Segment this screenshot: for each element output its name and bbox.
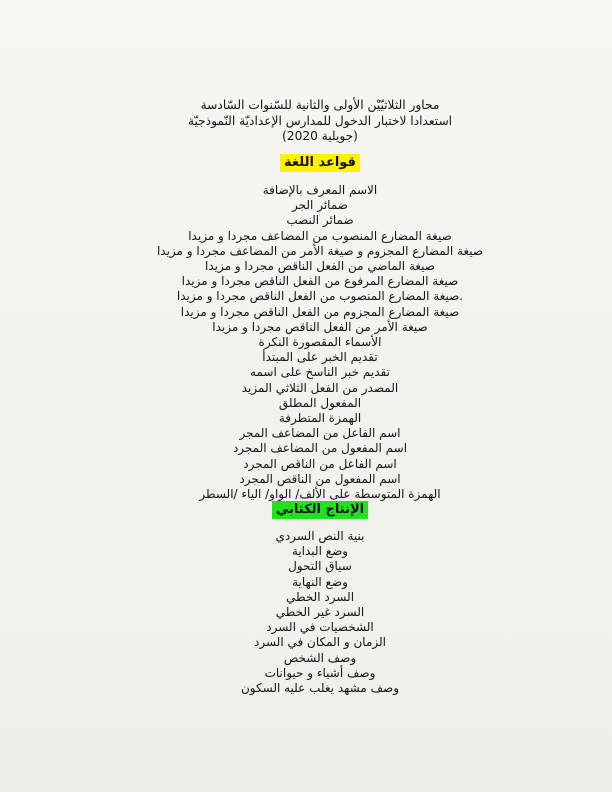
list-item: بنية النص السردي — [275, 529, 365, 543]
list-item: المفعول المطلق — [278, 395, 362, 410]
section-title-grammar-text: قواعد اللغة — [280, 154, 360, 172]
list-item: السرد الخطي — [285, 589, 355, 604]
grammar-topics-list — [140, 183, 500, 502]
list-item: وصف مشهد يغلب عليه السكون — [240, 681, 400, 696]
section-title-writing — [150, 502, 490, 518]
list-item: اسم الفاعل من الناقص المجرد — [243, 456, 397, 471]
list-item: تقديم الخبر على المبتدأ — [262, 350, 378, 365]
list-item: .صيغة المضارع المنصوب من الفعل الناقص مجردا و مزيدا — [176, 289, 464, 304]
writing-topics-list — [140, 529, 500, 696]
section-title-grammar — [150, 155, 490, 171]
list-item: وضع البداية — [291, 544, 349, 559]
document-header — [150, 98, 490, 145]
list-item: المصدر من الفعل الثلاثي المزيد — [241, 380, 399, 395]
list-item: اسم الفاعل من المضاعف المجر — [239, 426, 401, 441]
list-item: تقديم خبر الناسخ على اسمه — [250, 365, 390, 380]
list-item: صيغة المضارع المرفوع من الفعل الناقص مجردا و مزيدا — [181, 274, 459, 289]
list-item: اسم المفعول من المضاعف المجرد — [232, 441, 408, 456]
list-item: وضع النهاية — [292, 574, 348, 589]
list-item: الهمزة المتوسطة على الألف/ الواو/ الياء /السطر — [199, 487, 441, 502]
list-item: الأسماء المقصورة النكرة — [258, 335, 382, 350]
list-item: الشخصيات في السرد — [266, 620, 374, 635]
list-item: الزمان و المكان في السرد — [254, 635, 386, 650]
header-line-2: استعدادا لاختبار الدخول للمدارس الإعداديّة النّموذجيّة — [187, 113, 453, 128]
list-item: وصف الشخص — [283, 650, 357, 665]
list-item: السرد غير الخطي — [275, 605, 365, 620]
list-item: سياق التحول — [288, 559, 352, 574]
list-item: وصف أشياء و حيوانات — [264, 665, 376, 680]
list-item: الاسم المعرف بالإضافة — [262, 183, 378, 197]
list-item: صيغة الماضي من الفعل الناقص مجردا و مزيدا — [204, 259, 435, 274]
section-title-writing-text: الإنتاج الكتابي — [272, 501, 368, 519]
list-item: صيغة المضارع المجزوم من الفعل الناقص مجردا و مزيدا — [180, 304, 460, 319]
list-item: اسم المفعول من الناقص المجرد — [239, 471, 401, 486]
list-item: صيغة المضارع المجزوم و صيغة الأمر من المضاعف مجردا و مزيدا — [156, 243, 484, 258]
list-item: ضمائر النصب — [286, 213, 354, 228]
list-item: الهمزة المتطرفة — [278, 411, 362, 426]
list-item: ضمائر الجر — [292, 198, 348, 213]
list-item: صيغة الأمر من الفعل الناقص مجردا و مزيدا — [212, 319, 428, 334]
header-line-3: (جويلية 2020) — [282, 129, 358, 143]
header-line-1: محاور الثلاثيّيْن الأولى والثانية للسّنوات السّادسة — [200, 98, 440, 112]
list-item: صيغة المضارع المنصوب من المضاعف مجردا و مزيدا — [188, 228, 452, 243]
